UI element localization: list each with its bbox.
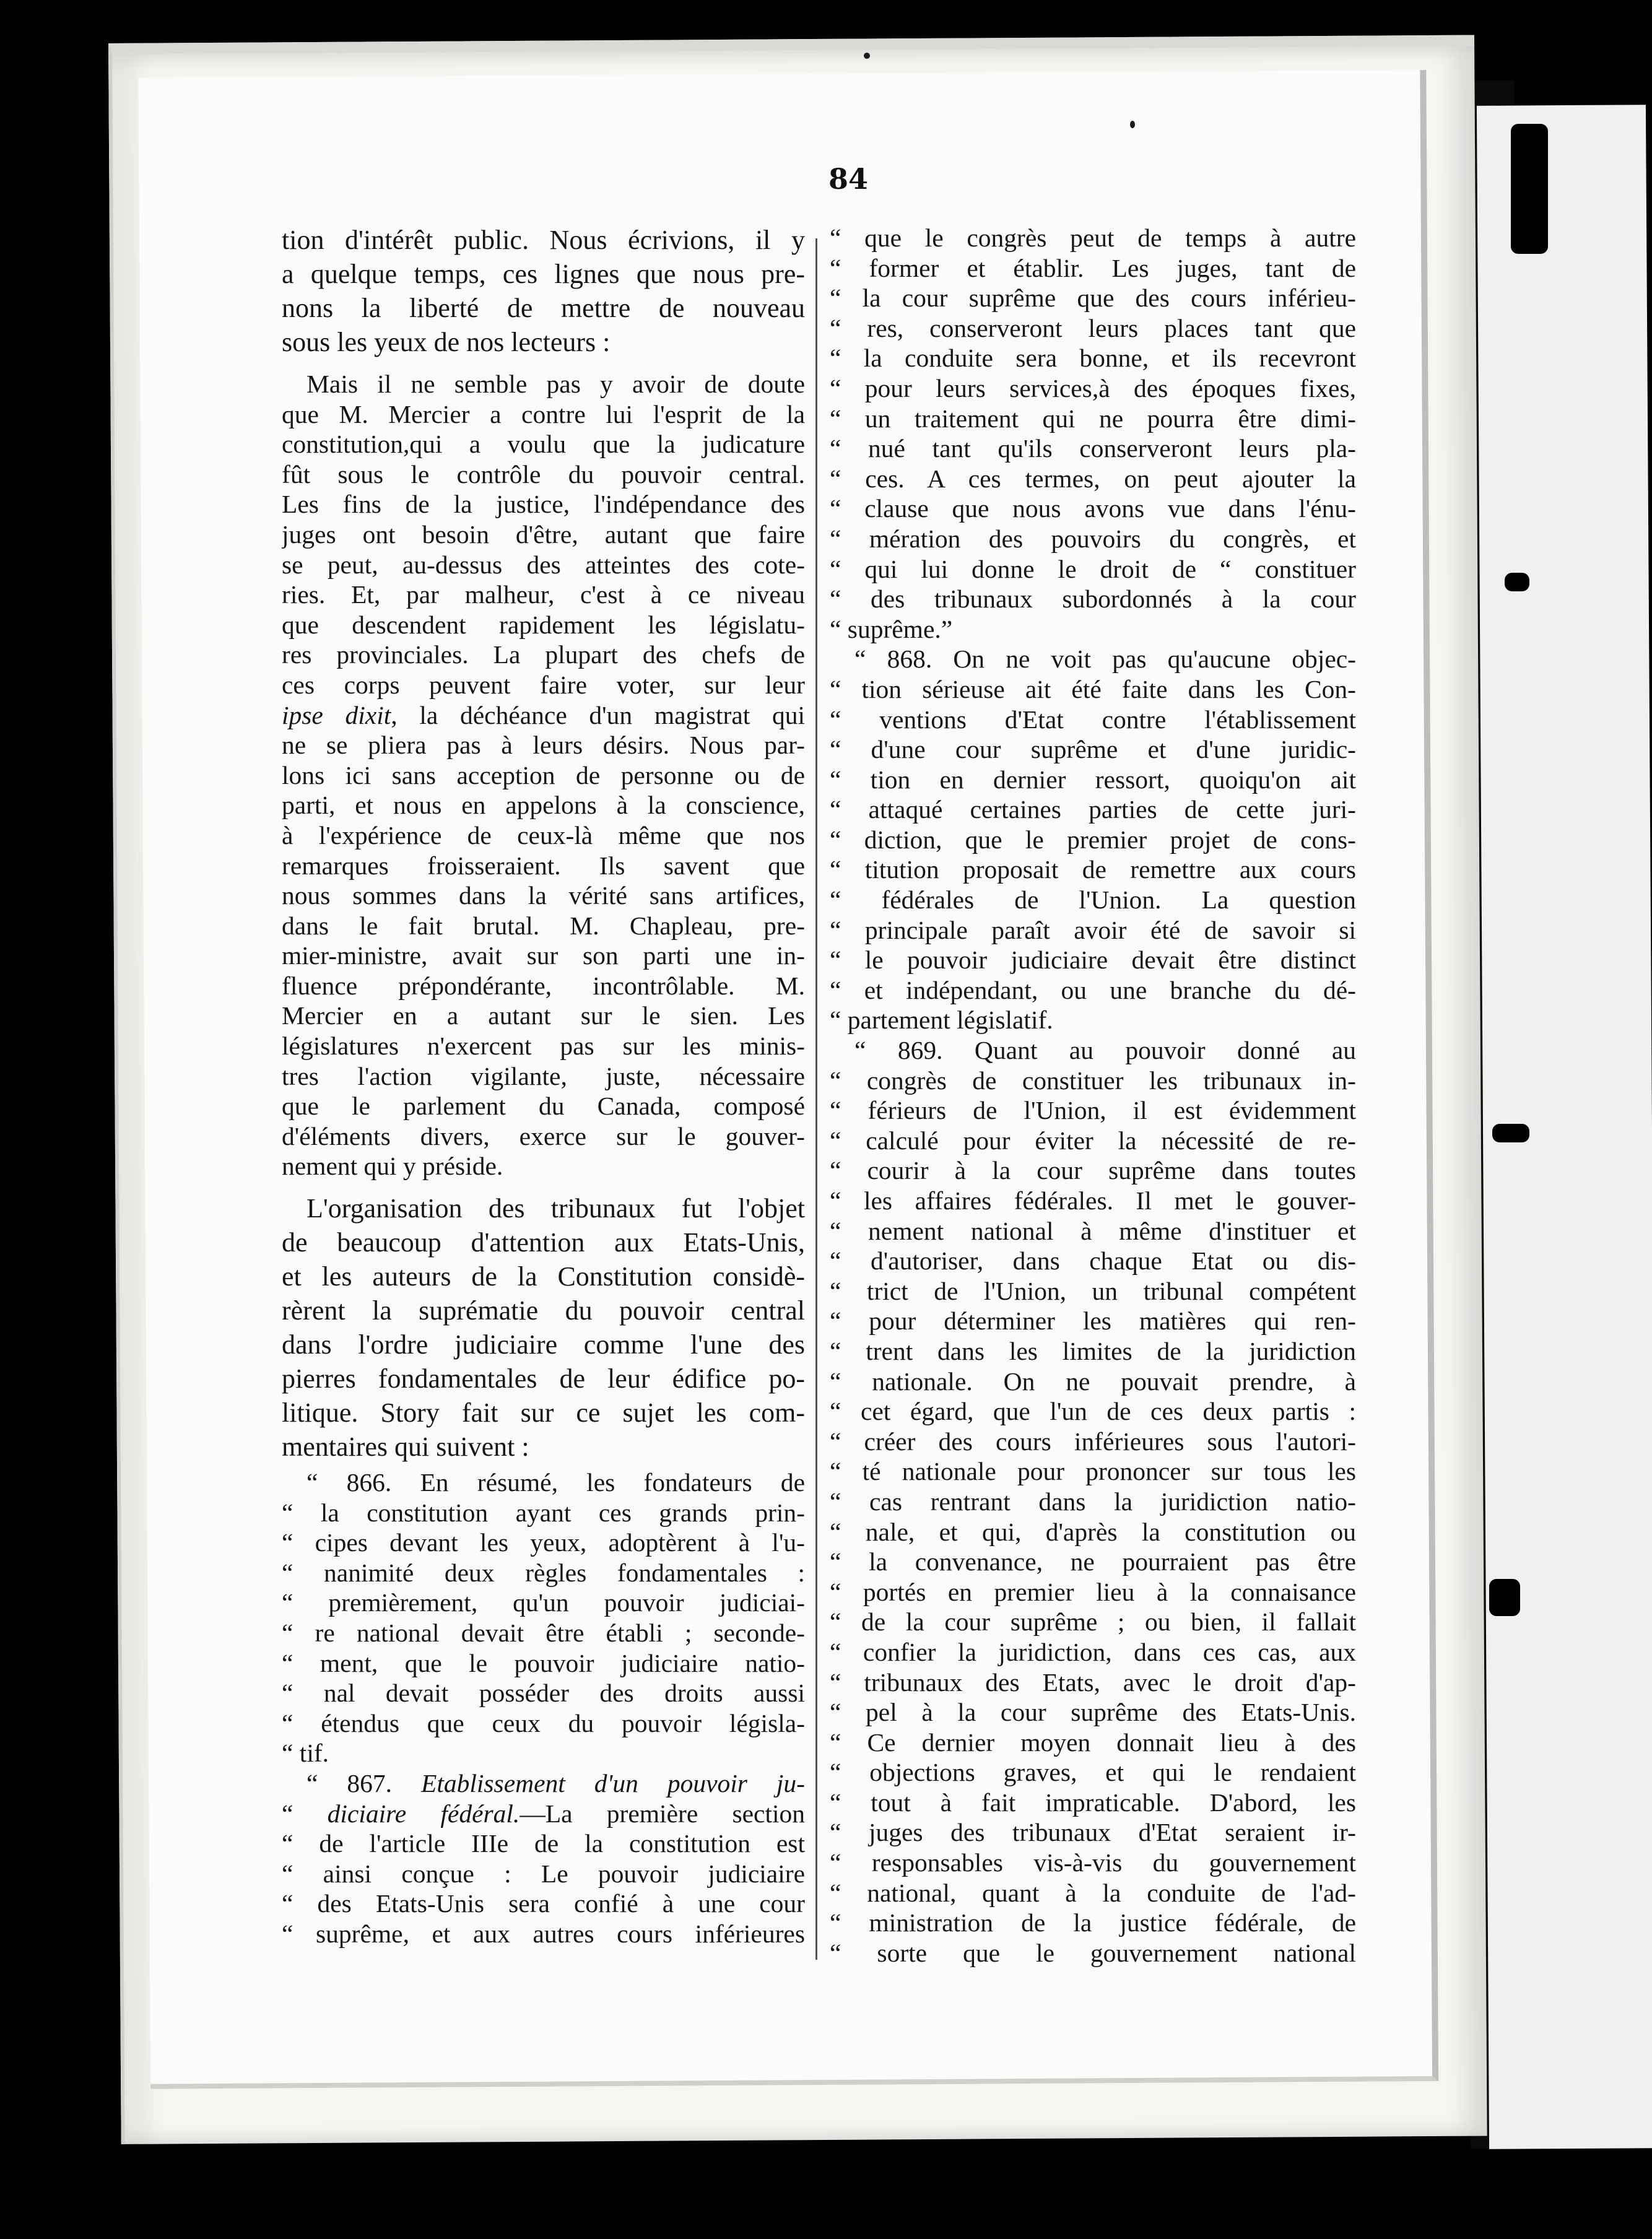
text-line: ces corps peuvent faire voter, sur leur <box>282 670 805 699</box>
text-line: “ de la cour suprême ; ou bien, il fallait <box>830 1607 1356 1637</box>
text-line: “ nale, et qui, d'après la constitution ou <box>830 1517 1356 1546</box>
left-column <box>282 223 805 1949</box>
text-line: “ ministration de la justice fédérale, de <box>830 1908 1356 1937</box>
text-line: “ ces. A ces termes, on peut ajouter la <box>830 464 1356 493</box>
text-line: rèrent la suprématie du pouvoir central <box>282 1295 805 1326</box>
text-line: “ 866. En résumé, les fondateurs de <box>306 1468 805 1497</box>
text-line: juges ont besoin d'être, autant que faire <box>282 520 805 549</box>
dust-speck <box>1130 121 1135 128</box>
text-line: “ d'autoriser, dans chaque Etat ou dis- <box>830 1246 1356 1276</box>
text-line: “ mération des pouvoirs du congrès, et <box>830 524 1356 553</box>
text-line: “ nement national à même d'instituer et <box>830 1216 1356 1245</box>
text-line: “ pour leurs services,à des époques fixes, <box>830 373 1356 402</box>
binding-mark <box>1492 1124 1529 1142</box>
text-line: “ trict de l'Union, un tribunal compétent <box>830 1276 1356 1305</box>
text-line: “ responsables vis-à-vis du gouvernement <box>830 1848 1356 1877</box>
text-line: “ nal devait posséder des droits aussi <box>282 1679 805 1708</box>
text-line: tres l'action vigilante, juste, nécessaire <box>282 1061 805 1090</box>
page-number: 84 <box>828 162 868 196</box>
text-line: “ 868. On ne voit pas qu'aucune objec- <box>854 645 1356 674</box>
text-line: “ tif. <box>282 1739 329 1768</box>
text-line: “ 867. Etablissement d'un pouvoir ju- <box>306 1768 805 1798</box>
text-line: “ 869. Quant au pouvoir donné au <box>854 1036 1356 1065</box>
text-line: “ partement législatif. <box>830 1006 1053 1035</box>
text-line: Mais il ne semble pas y avoir de doute <box>306 370 805 398</box>
text-line: “ cas rentrant dans la juridiction natio- <box>830 1487 1356 1516</box>
text-line: mier-ministre, avait sur son parti une in- <box>282 941 805 970</box>
text-line: “ férieurs de l'Union, il est évidemment <box>830 1096 1356 1125</box>
text-line: que descendent rapidement les législatu- <box>282 610 805 639</box>
text-line: législatures n'exercent pas sur les minis- <box>282 1032 805 1061</box>
text-line: “ la constitution ayant ces grands prin- <box>282 1498 805 1527</box>
text-line: “ clause que nous avons vue dans l'énu- <box>830 494 1356 523</box>
text-line: sous les yeux de nos lecteurs : <box>282 327 611 357</box>
right-column <box>830 223 1356 1968</box>
text-line: “ nué tant qu'ils conserveront leurs pla- <box>830 434 1356 463</box>
text-line: “ premièrement, qu'un pouvoir judiciai- <box>282 1588 805 1617</box>
text-line: tion d'intérêt public. Nous écrivions, il y <box>282 225 805 255</box>
text-line: dans l'ordre judiciaire comme l'une des <box>282 1329 805 1360</box>
text-line: dans le fait brutal. M. Chapleau, pre- <box>282 911 805 940</box>
text-line: “ pel à la cour suprême des Etats-Unis. <box>830 1698 1356 1727</box>
binding-mark <box>1511 124 1548 254</box>
text-line: remarques froisseraient. Ils savent que <box>282 851 805 880</box>
paragraph-869 <box>830 1035 1356 1968</box>
continued-quote <box>830 223 1356 644</box>
text-line: “ ainsi conçue : Le pouvoir judiciaire <box>282 1859 805 1888</box>
text-line: “ objections graves, et qui le rendaient <box>830 1758 1356 1787</box>
text-line: “ créer des cours inférieures sous l'autori- <box>830 1427 1356 1456</box>
text-line: “ qui lui donne le droit de “ constituer <box>830 554 1356 583</box>
text-line: “ res, conserveront leurs places tant que <box>830 313 1356 342</box>
text-line: “ confier la juridiction, dans ces cas, aux <box>830 1637 1356 1666</box>
text-line: nous sommes dans la vérité sans artifices, <box>282 881 805 910</box>
text-line: “ un traitement qui ne pourra être dimi- <box>830 404 1356 433</box>
paragraph-867 <box>282 1768 805 1949</box>
text-line: “ tion en dernier ressort, quoiqu'on ait <box>830 765 1356 794</box>
text-line: “ former et établir. Les juges, tant de <box>830 253 1356 282</box>
text-line: “ et indépendant, ou une branche du dé- <box>830 975 1356 1004</box>
text-line: “ cipes devant les yeux, adoptèrent à l'u- <box>282 1528 805 1557</box>
text-line: “ courir à la cour suprême dans toutes <box>830 1156 1356 1185</box>
text-line: que le parlement du Canada, composé <box>282 1092 805 1121</box>
text-line: “ congrès de constituer les tribunaux in- <box>830 1066 1356 1095</box>
text-line: “ la convenance, ne pourraient pas être <box>830 1547 1356 1576</box>
text-line: et les auteurs de la Constitution considè- <box>282 1261 805 1292</box>
text-line: ries. Et, par malheur, c'est à ce niveau <box>282 580 805 609</box>
text-line: “ la cour suprême que des cours inférieu- <box>830 284 1356 313</box>
text-line: fût sous le contrôle du pouvoir central. <box>282 459 805 489</box>
text-line: “ le pouvoir judiciaire devait être distinct <box>830 946 1356 975</box>
text-line: “ té nationale pour prononcer sur tous les <box>830 1457 1356 1486</box>
text-line: “ pour déterminer les matières qui ren- <box>830 1306 1356 1336</box>
text-line: “ principale paraît avoir été de savoir si <box>830 915 1356 944</box>
text-line: litique. Story fait sur ce sujet les com- <box>282 1398 805 1428</box>
text-line: “ titution proposait de remettre aux cours <box>830 855 1356 884</box>
text-line: “ re national devait être établi ; seconde- <box>282 1619 805 1647</box>
text-line: “ calculé pour éviter la nécessité de re- <box>830 1126 1356 1155</box>
text-line: “ nanimité deux règles fondamentales : <box>282 1558 805 1587</box>
text-line: d'éléments divers, exerce sur le gouver- <box>282 1121 805 1150</box>
quoted-article <box>282 369 805 1181</box>
binding-mark <box>1505 573 1529 591</box>
text-line: à l'expérience de ceux-là même que nos <box>282 820 805 850</box>
text-line: constitution,qui a voulu que la judicature <box>282 430 805 459</box>
text-line: “ la conduite sera bonne, et ils recevront <box>830 344 1356 373</box>
text-line: “ des Etats-Unis sera confié à une cour <box>282 1889 805 1918</box>
text-line: fluence prépondérante, incontrôlable. M. <box>282 971 805 1000</box>
text-line: “ trent dans les limites de la juridiction <box>830 1336 1356 1365</box>
text-line: “ attaqué certaines parties de cette juri- <box>830 795 1356 824</box>
text-line: ipse dixit, la déchéance d'un magistrat qui <box>282 700 805 729</box>
text-line: “ ment, que le pouvoir judiciaire natio- <box>282 1648 805 1677</box>
organisation-paragraph <box>282 1191 805 1464</box>
text-line: “ suprême.” <box>830 614 953 643</box>
text-line: parti, et nous en appelons à la conscience, <box>282 791 805 820</box>
paragraph-868 <box>830 644 1356 1035</box>
italic-phrase: ipse dixit <box>282 700 391 729</box>
binding-mark <box>1489 1579 1520 1616</box>
dust-speck <box>864 53 870 59</box>
text-line: “ tribunaux des Etats, avec le droit d'ap- <box>830 1667 1356 1697</box>
text-line: Mercier en a autant sur le sien. Les <box>282 1001 805 1030</box>
text-line: “ national, quant à la conduite de l'ad- <box>830 1878 1356 1907</box>
text-line: de beaucoup d'attention aux Etats-Unis, <box>282 1227 805 1258</box>
text-line: “ tout à fait impraticable. D'abord, les <box>830 1788 1356 1817</box>
text-line: ne se pliera pas à leurs désirs. Nous par- <box>282 731 805 760</box>
text-line: nement qui y préside. <box>282 1152 503 1181</box>
text-line: “ diction, que le premier projet de cons- <box>830 825 1356 854</box>
text-line: “ d'une cour suprême et d'une juridic- <box>830 735 1356 764</box>
text-line: Les fins de la justice, l'indépendance des <box>282 490 805 519</box>
text-line: “ de l'article IIIe de la constitution est <box>282 1829 805 1858</box>
text-line: “ tion sérieuse ait été faite dans les Con- <box>830 674 1356 703</box>
text-line: mentaires qui suivent : <box>282 1432 529 1463</box>
paragraph-866 <box>282 1467 805 1768</box>
text-line: nons la liberté de mettre de nouveau <box>282 293 805 323</box>
text-line: se peut, au-dessus des atteintes des cote- <box>282 550 805 579</box>
text-line: “ juges des tribunaux d'Etat seraient ir- <box>830 1818 1356 1847</box>
text-line: “ ventions d'Etat contre l'établissement <box>830 705 1356 734</box>
text-line: “ les affaires fédérales. Il met le gouver- <box>830 1186 1356 1215</box>
text-line: a quelque temps, ces lignes que nous pre- <box>282 259 805 289</box>
italic-phrase: Etablissement d'un pouvoir ju- <box>420 1768 805 1798</box>
text-line: “ Ce dernier moyen donnait lieu à des <box>830 1728 1356 1757</box>
text-line: “ portés en premier lieu à la connaisance <box>830 1577 1356 1606</box>
column-divider <box>815 238 817 1960</box>
italic-phrase: diciaire fédéral. <box>327 1799 520 1828</box>
text-line: “ cet égard, que l'un de ces deux partis : <box>830 1397 1356 1426</box>
text-line: “ que le congrès peut de temps à autre <box>830 224 1356 252</box>
text-line: “ des tribunaux subordonnés à la cour <box>830 585 1356 614</box>
intro-paragraph <box>282 223 805 359</box>
text-line: L'organisation des tribunaux fut l'objet <box>306 1193 805 1224</box>
text-line: pierres fondamentales de leur édifice po- <box>282 1363 805 1394</box>
text-line: “ nationale. On ne pouvait prendre, à <box>830 1367 1356 1396</box>
text-line: “ sorte que le gouvernement national <box>830 1938 1356 1967</box>
text-line: lons ici sans acception de personne ou de <box>282 760 805 789</box>
text-line: “ diciaire fédéral.—La première section <box>282 1799 805 1828</box>
text-line: “ suprême, et aux autres cours inférieures <box>282 1919 805 1948</box>
text-line: res provinciales. La plupart des chefs de <box>282 640 805 669</box>
text-line: “ fédérales de l'Union. La question <box>830 885 1356 915</box>
text-line: que M. Mercier a contre lui l'esprit de la <box>282 399 805 428</box>
text-line: “ étendus que ceux du pouvoir législa- <box>282 1708 805 1737</box>
